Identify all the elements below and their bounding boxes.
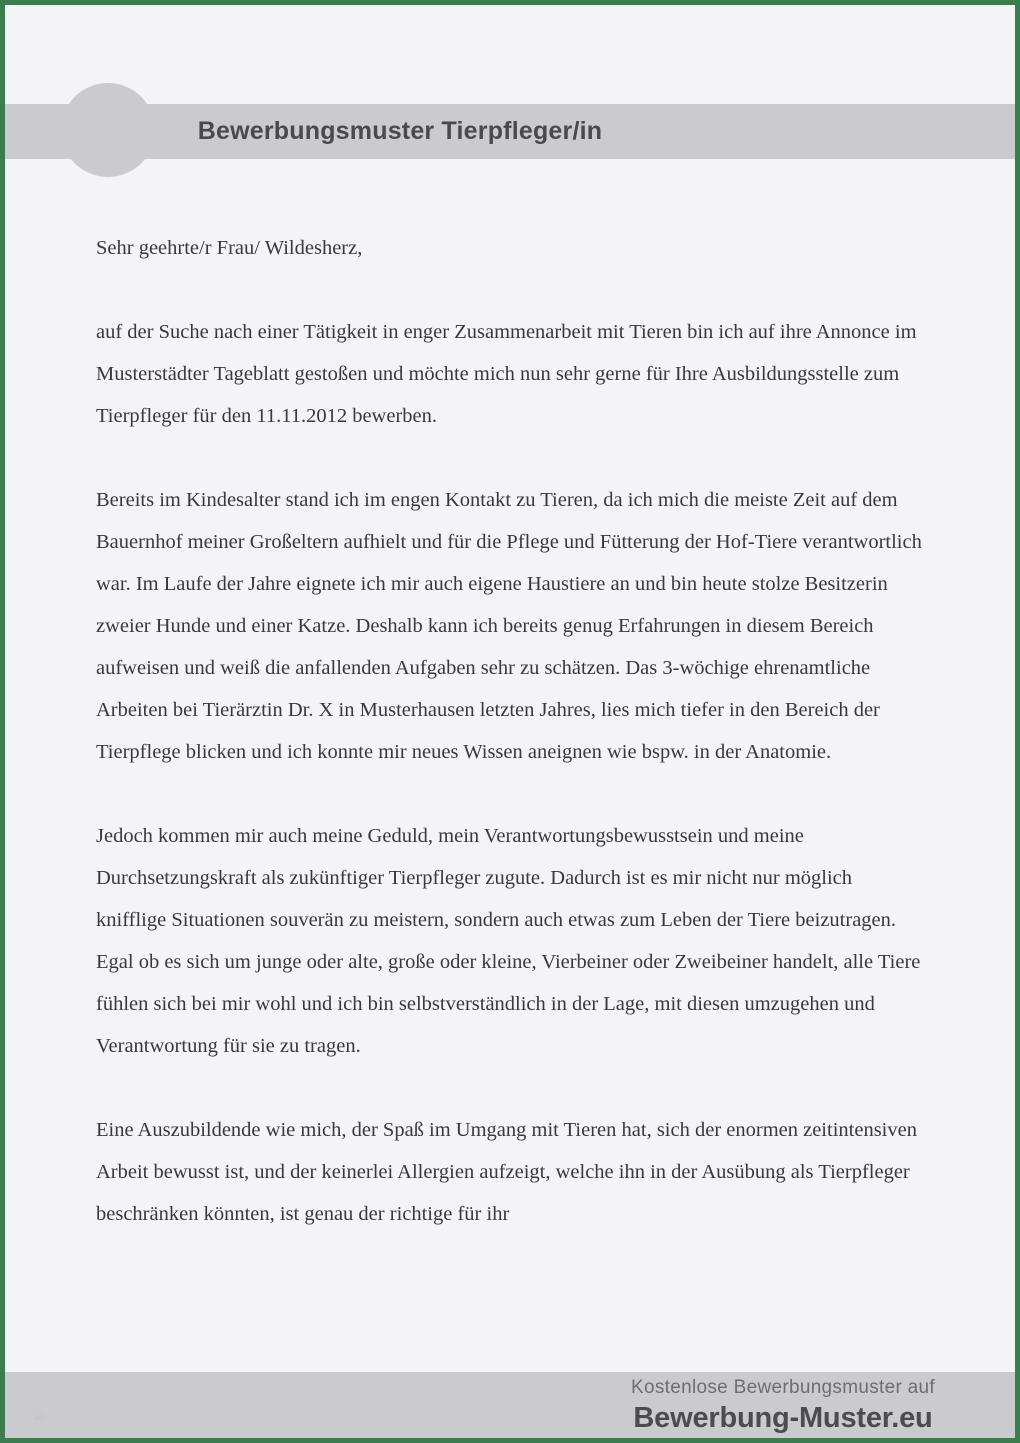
letter-salutation: Sehr geehrte/r Frau/ Wildesherz,: [96, 237, 363, 259]
letter-paragraph-1: auf der Suche nach einer Tätigkeit in enger Zusammenarbeit mit Tieren bin ich auf ihre Annonce im Musterstädter Tageblatt gestoßen und möchte mich nun sehr gerne für Ihre Ausbildungsstelle zum Tierpfleger für den 11.11.2012 bewerben.: [96, 321, 917, 427]
letter-content: [96, 227, 926, 1235]
letter-paragraph-2: Bereits im Kindesalter stand ich im engen Kontakt zu Tieren, da ich mich die meiste Zeit auf dem Bauernhof meiner Großeltern aufhielt und für die Pflege und Fütterung der Hof-Tiere verantwortlich war. Im Laufe der Jahre eignete ich mir auch eigene Haustiere an und bin heute stolze Besitzerin zweier Hunde und einer Katze. Deshalb kann ich bereits genug Erfahrungen in diesem Bereich aufweisen und weiß die anfallenden Aufgaben sehr zu schätzen. Das 3-wöchige ehrenamtliche Arbeiten bei Tierärztin Dr. X in Musterhausen letzten Jahres, lies mich tiefer in den Bereich der Tierpflege blicken und ich konnte mir neues Wissen aneignen wie bspw. in der Anatomie.: [96, 489, 922, 763]
footer-site-url[interactable]: Bewerbung-Muster.eu: [633, 1402, 933, 1434]
footer-watermark: [563, 1375, 1003, 1435]
footer-tagline: Kostenlose Bewerbungsmuster auf: [631, 1377, 935, 1398]
document-footer: [5, 1372, 1015, 1438]
document-header: [5, 5, 1015, 185]
page-number-mark: 30: [33, 1412, 45, 1422]
page-title: Bewerbungsmuster Tierpfleger/in: [197, 117, 603, 145]
letter-paragraph-4: Eine Auszubildende wie mich, der Spaß im Umgang mit Tieren hat, sich der enormen zeitintensiven Arbeit bewusst ist, und der keinerlei Allergien aufzeigt, welche ihn in der Ausübung als Tierpfleger beschränken könnten, ist genau der richtige für ihr: [96, 1119, 917, 1225]
letter-paragraph-3: Jedoch kommen mir auch meine Geduld, mein Verantwortungsbewusstsein und meine Durchsetzungskraft als zukünftiger Tierpfleger zugute. Dadurch ist es mir nicht nur möglich knifflige Situationen souverän zu meistern, sondern auch etwas zum Leben der Tiere beizutragen. Egal ob es sich um junge oder alte, große oder kleine, Vierbeiner oder Zweibeiner handelt, alle Tiere fühlen sich bei mir wohl und ich bin selbstverständlich in der Lage, mit diesen umzugehen und Verantwortung für sie zu tragen.: [96, 825, 921, 1057]
